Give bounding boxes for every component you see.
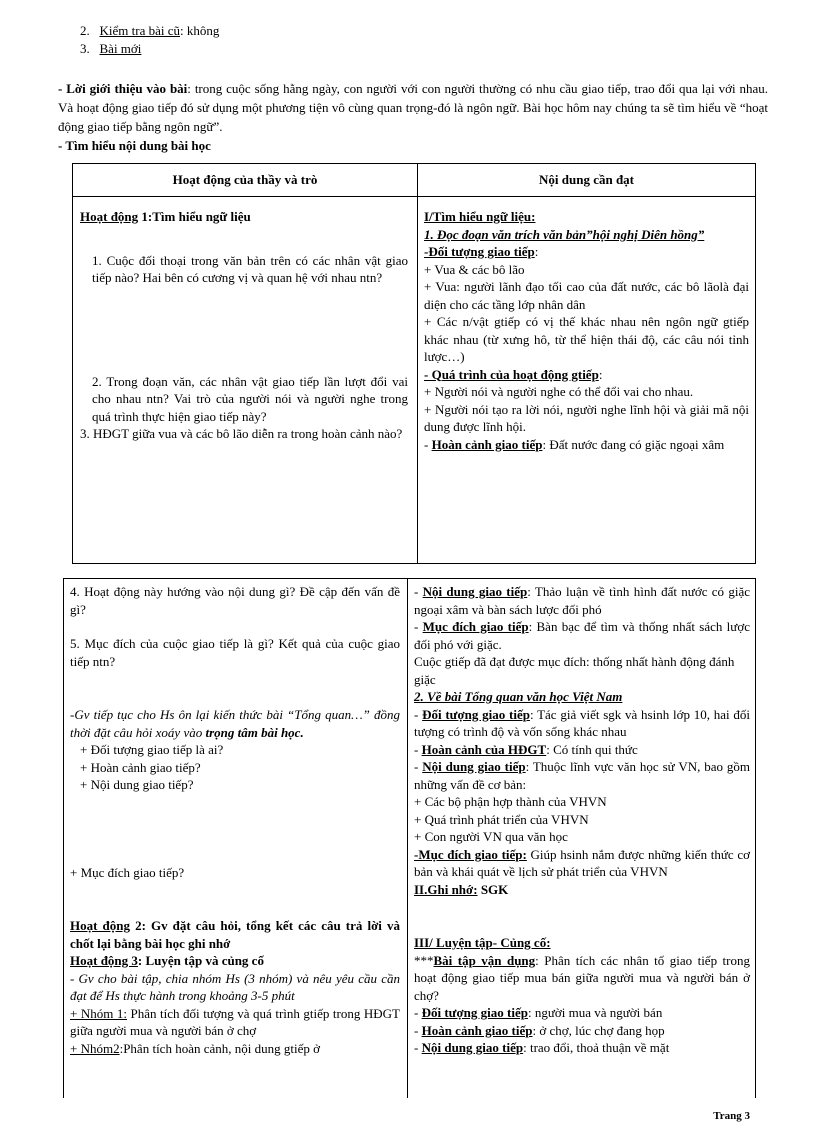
content-line: + Quá trình phát triển của VHVN [414,811,589,827]
content-line: + Vua: người lãnh đạo tối cao của đất nước, các bô lãolà đại diện cho các tầng lớp nhân dân [424,279,749,312]
guide-question: + Hoàn cảnh giao tiếp? [80,759,201,775]
content-line: + Con người VN qua văn học [414,829,568,844]
table2-right-cell [414,583,750,1057]
heading-corpus: I/Tìm hiểu ngữ liệu: [424,209,536,224]
content-line: - Đối tượng giao tiếp: người mua và người bán [414,1005,663,1020]
process-heading: - Quá trình của hoạt động gtiếp: [424,366,603,382]
context-line: - Hoàn cảnh giao tiếp: Đất nước đang có giặc ngoại xâm [424,436,725,452]
section-heading: - Tìm hiểu nội dung bài học [58,138,211,153]
activity-3: Hoạt động 3: Luyện tập và củng cố [70,953,264,968]
lesson-table-1 [72,163,756,564]
guide-question: + Mục đích giao tiếp? [70,864,185,880]
guide-question: + Nội dung giao tiếp? [80,777,194,792]
table1-left-cell [80,208,408,443]
question-1: 1. Cuộc đối thoại trong văn bản trên có các nhân vật giao tiếp nào? Hai bên có cương vị và quan hệ với nhau ntn? [92,252,408,285]
guide-question: + Đối tượng giao tiếp là ai? [80,742,224,757]
step-3: 3. Bài mới [80,41,142,56]
memo-line: II.Ghi nhớ: SGK [414,881,509,897]
question-5: 5. Mục đích của cuộc giao tiếp là gì? Kết quả của cuộc giao tiếp ntn? [70,636,400,669]
lesson-table-2 [63,578,756,1098]
step-2-label: Kiểm tra bài cũ [99,23,180,38]
table2-left-cell [70,583,400,1057]
participants-heading: -Đối tượng giao tiếp: [424,244,539,259]
exercise-line: ***Bài tập vận dụng: Phân tích các nhân tố giao tiếp trong hoạt động giao tiếp mua bán giữa người mua và người bán ở chợ? [414,952,750,1003]
content-line: + Người nói tạo ra lời nói, người nghe lĩnh hội và giải mã nội dung được lĩnh hội. [424,401,749,434]
practice-instruction: - Gv cho bài tập, chia nhóm Hs (3 nhóm) và nêu yêu cầu cần đạt để Hs thực hành trong khoảng 3-5 phút [70,970,400,1003]
header-teacher-student: Hoạt động của thầy và trò [172,172,318,187]
content-line: - Đối tượng giao tiếp: Tác giả viết sgk và hsinh lớp 10, hai đối tượng có trình độ và vốn sống khác nhau [414,706,750,739]
question-3: 3. HĐGT giữa vua và các bô lão diễn ra trong hoàn cảnh nào? [80,426,403,441]
heading-practice: III/ Luyện tập- Củng cố: [414,935,551,950]
content-line: + Các bộ phận hợp thành của VHVN [414,794,607,809]
content-line: + Các n/vật gtiếp có vị thế khác nhau nên ngôn ngữ gtiếp khác nhau (từ xưng hô, từ thể hiện thái độ, các câu nói tỉnh lược…) [424,314,749,364]
heading-overview: 2. Về bài Tổng quan văn học Việt Nam [414,689,623,704]
question-2: 2. Trong đoạn văn, các nhân vật giao tiếp lần lượt đổi vai cho nhau ntn? Vai trò của người nói và người nghe trong quá trình thực hiện giao tiếp này? [92,373,408,424]
question-4: 4. Hoạt động này hướng vào nội dung gì? Đề cập đến vấn đề gì? [70,584,400,617]
column-divider [417,164,418,563]
content-line: - Nội dung giao tiếp: Thảo luận về tình hình đất nước có giặc ngoại xâm và bàn sách lược đối phó [414,584,750,617]
content-line: + Người nói và người nghe có thể đổi vai cho nhau. [424,384,694,399]
header-content: Nội dung cần đạt [539,172,634,187]
activity-1: Hoạt động 1:Tìm hiểu ngữ liệu [80,209,251,224]
group-1-task: + Nhóm 1: Phân tích đối tượng và quá trình gtiếp trong HĐGT giữa người mua và người bán ở chợ [70,1005,400,1038]
lesson-steps [80,22,219,58]
content-line: - Hoàn cảnh của HĐGT: Có tính qui thức [414,741,638,757]
content-line: -Mục đích giao tiếp: Giúp hsinh nắm được những kiến thức cơ bản và khái quát về lịch sử phát triển của VHVN [414,846,751,879]
intro-section [58,79,768,155]
intro-paragraph: - Lời giới thiệu vào bài: trong cuộc sống hằng ngày, con người với con người thường có nhu cầu giao tiếp, trao đổi qua lại với nhau. Và hoạt động giao tiếp đó sử dụng một phương tiện vô cùng quan trọng-đó là ngôn ngữ. Bài học hôm nay chúng ta sẽ tìm hiểu về “hoạt động giao tiếp bằng ngôn ngữ”. [58,81,769,134]
content-line: - Nội dung giao tiếp: trao đổi, thoả thuận về mặt [414,1040,670,1055]
teacher-instruction: -Gv tiếp tục cho Hs ôn lại kiến thức bài “Tổng quan…” đồng thời đặt câu hỏi xoáy vào trọng tâm bài học. [70,707,400,740]
content-line: - Nội dung giao tiếp: Thuộc lĩnh vực văn học sử VN, bao gồm những vấn đề cơ bản: [414,759,750,792]
content-line: Cuộc gtiếp đã đạt được mục đích: thống nhất hành động đánh giặc [414,654,735,687]
heading-reading: 1. Đọc đoạn văn trích văn bản”hội nghị Diên hồng” [424,226,705,242]
page-number: Trang 3 [713,1110,750,1122]
column-divider [407,579,408,1098]
step-2: 2. Kiểm tra bài cũ: không [80,23,220,38]
content-line: + Vua & các bô lão [424,261,525,277]
content-line: - Mục đích giao tiếp: Bàn bạc để tìm và thống nhất sách lược đối phó với giặc. [414,619,750,652]
group-2-task: + Nhóm2:Phân tích hoàn cảnh, nội dung gtiếp ở [70,1040,320,1056]
content-line: - Hoàn cảnh giao tiếp: ở chợ, lúc chợ đang họp [414,1022,665,1038]
table1-right-cell [424,208,749,453]
activity-2: Hoạt động 2: Gv đặt câu hỏi, tổng kết các câu trả lời và chốt lại bằng bài học ghi nhớ [70,918,400,951]
step-3-label: Bài mới [99,41,142,56]
